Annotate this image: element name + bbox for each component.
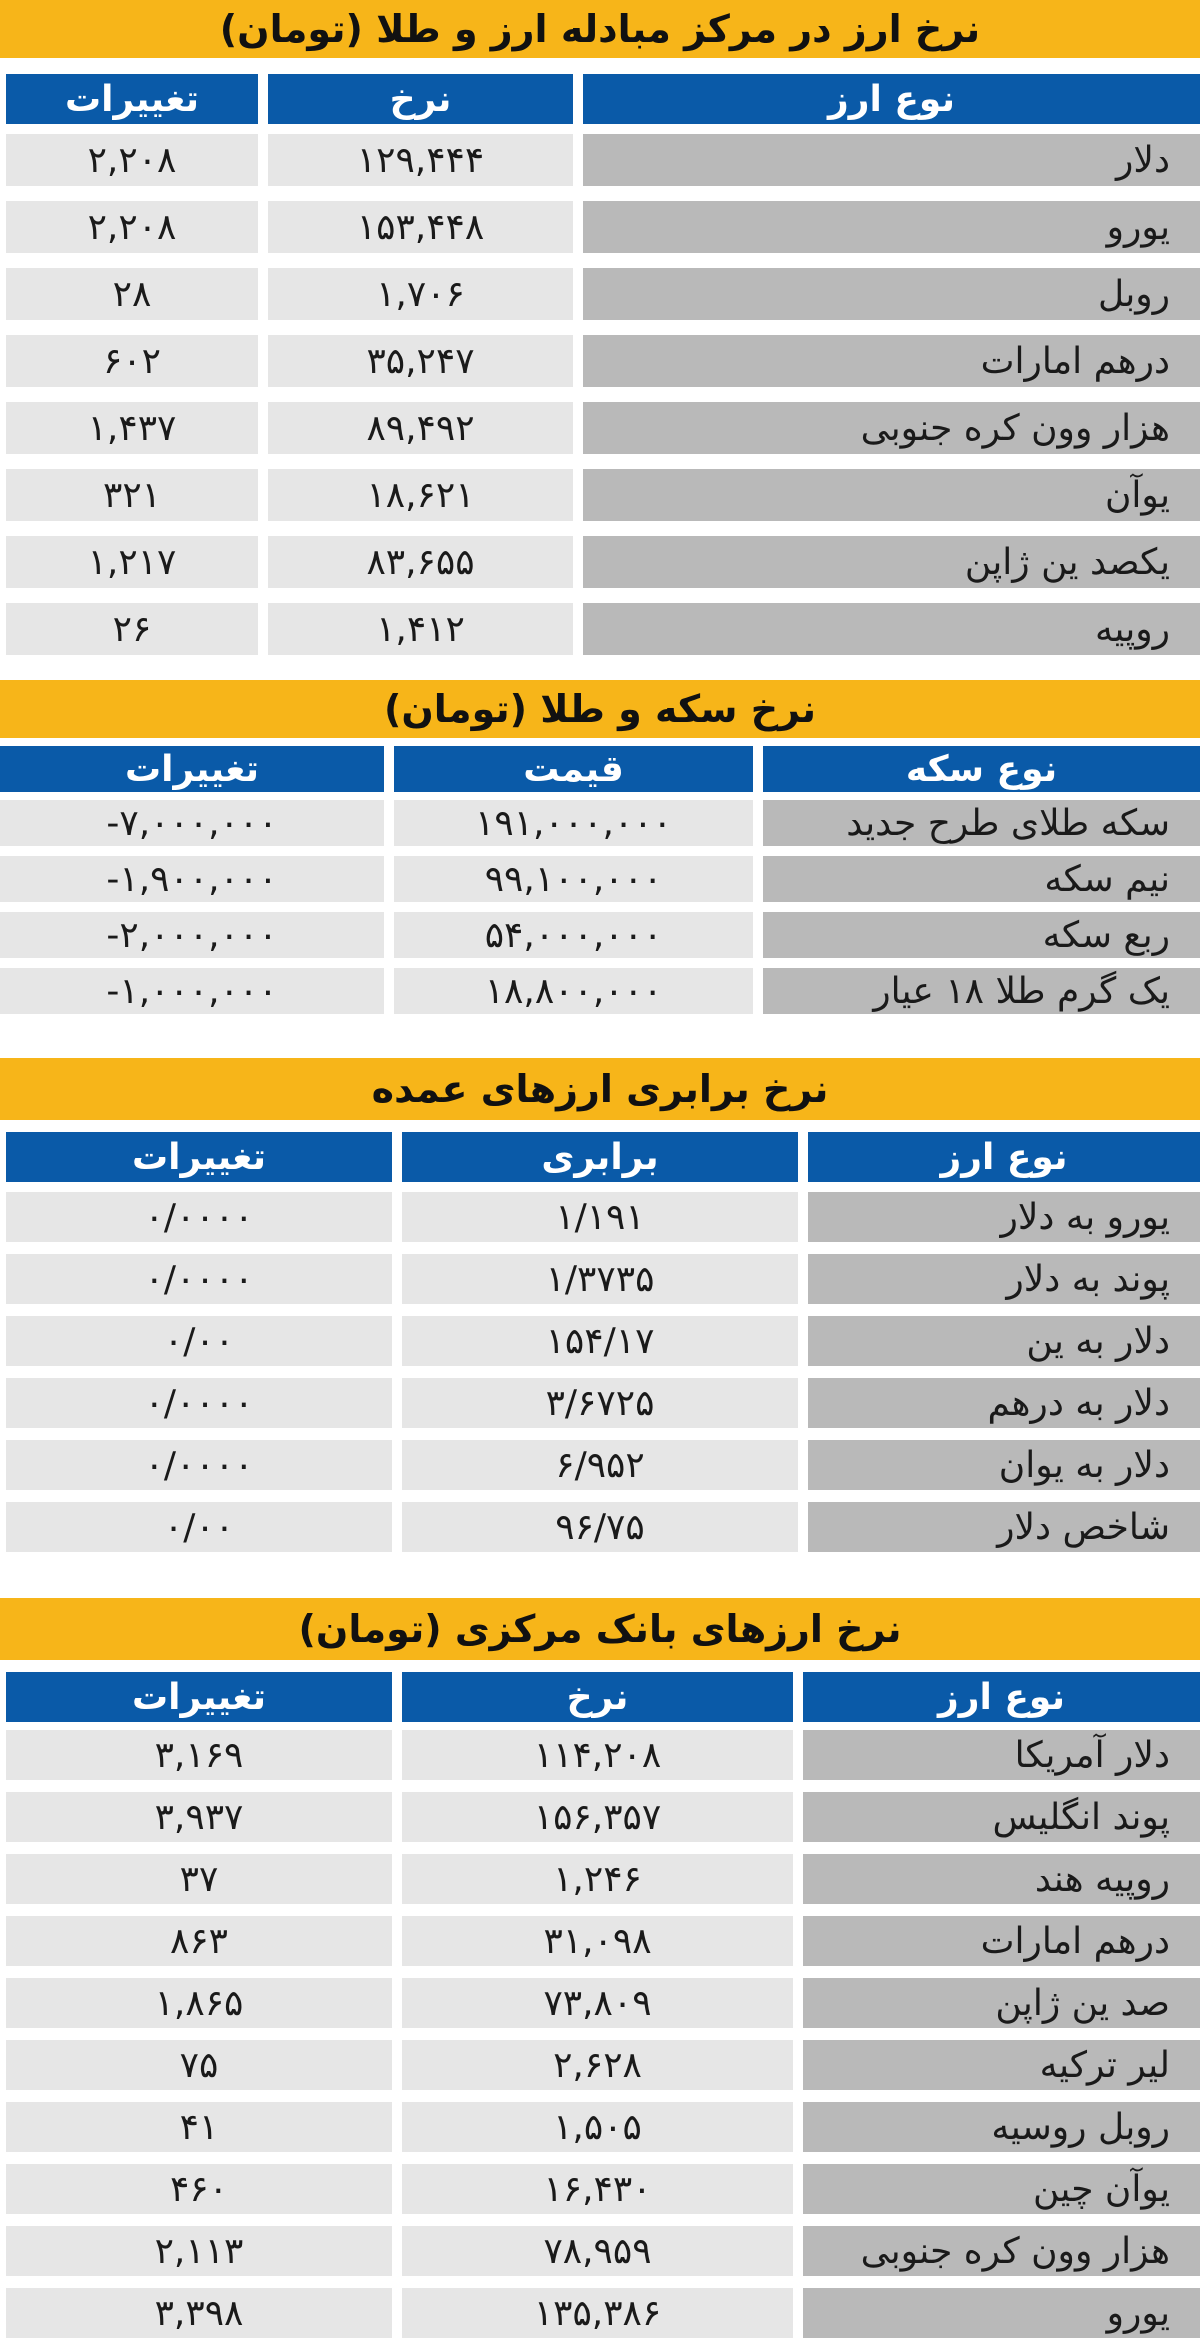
cell-value: ۷۸,۹۵۹ (402, 2226, 793, 2276)
table-row (0, 1730, 1200, 1780)
table-row (0, 1440, 1200, 1490)
cell-value: ۱,۷۰۶ (268, 268, 573, 320)
table-row (0, 1192, 1200, 1242)
cell-type: دلار (583, 134, 1200, 186)
table-row (0, 335, 1200, 387)
cell-change: ۳,۱۶۹ (6, 1730, 392, 1780)
cell-change: ۰/۰۰۰۰ (6, 1378, 392, 1428)
table-row (0, 134, 1200, 186)
cell-type: درهم امارات (803, 1916, 1200, 1966)
table-row (0, 402, 1200, 454)
section-1-header-rate: نرخ (268, 74, 573, 124)
cell-type: دلار آمریکا (803, 1730, 1200, 1780)
cell-change: ۲,۱۱۳ (6, 2226, 392, 2276)
cell-value: ۱,۴۱۲ (268, 603, 573, 655)
table-row (0, 469, 1200, 521)
table-row (0, 1254, 1200, 1304)
cell-change: ۴۱ (6, 2102, 392, 2152)
cell-value: ۲,۶۲۸ (402, 2040, 793, 2090)
section-1-title: نرخ ارز در مرکز مبادله ارز و طلا (تومان) (0, 0, 1200, 58)
cell-type: پوند به دلار (808, 1254, 1200, 1304)
table-row (0, 1978, 1200, 2028)
cell-type: صد ین ژاپن (803, 1978, 1200, 2028)
table-row (0, 968, 1200, 1014)
table-row (0, 201, 1200, 253)
cell-value: ۹۶/۷۵ (402, 1502, 798, 1552)
cell-type: درهم امارات (583, 335, 1200, 387)
section-4-header-change: تغییرات (6, 1672, 392, 1722)
table-row (0, 1854, 1200, 1904)
section-3-header-parity: برابری (402, 1132, 798, 1182)
cell-change: ۰/۰۰ (6, 1316, 392, 1366)
cell-value: ۱۸,۸۰۰,۰۰۰ (394, 968, 753, 1014)
cell-value: ۱۵۴/۱۷ (402, 1316, 798, 1366)
cell-change: ۰/۰۰ (6, 1502, 392, 1552)
table-row (0, 1792, 1200, 1842)
section-3-header-row (0, 1132, 1200, 1182)
section-3-header-change: تغییرات (6, 1132, 392, 1182)
cell-type: دلار به ین (808, 1316, 1200, 1366)
cell-change: ۴۶۰ (6, 2164, 392, 2214)
section-4-header-type: نوع ارز (803, 1672, 1200, 1722)
table-row (0, 2040, 1200, 2090)
cell-type: سکه طلای طرح جدید (763, 800, 1200, 846)
cell-value: ۵۴,۰۰۰,۰۰۰ (394, 912, 753, 958)
cell-type: یک گرم طلا ۱۸ عیار (763, 968, 1200, 1014)
cell-value: ۱۵۶,۳۵۷ (402, 1792, 793, 1842)
cell-value: ۸۳,۶۵۵ (268, 536, 573, 588)
section-3-title: نرخ برابری ارزهای عمده (0, 1058, 1200, 1120)
cell-type: هزار وون کره جنوبی (803, 2226, 1200, 2276)
section-2-header-type: نوع سکه (763, 746, 1200, 792)
cell-type: یورو به دلار (808, 1192, 1200, 1242)
cell-change: -۱,۹۰۰,۰۰۰ (0, 856, 384, 902)
cell-type: یورو (583, 201, 1200, 253)
cell-type: روپیه (583, 603, 1200, 655)
cell-value: ۱۳۵,۳۸۶ (402, 2288, 793, 2338)
table-row (0, 2288, 1200, 2338)
cell-value: ۳۵,۲۴۷ (268, 335, 573, 387)
cell-value: ۶/۹۵۲ (402, 1440, 798, 1490)
cell-change: ۸۶۳ (6, 1916, 392, 1966)
cell-type: ربع سکه (763, 912, 1200, 958)
table-row (0, 2102, 1200, 2152)
cell-change: ۶۰۲ (6, 335, 258, 387)
section-1-header-type: نوع ارز (583, 74, 1200, 124)
cell-change: ۲,۲۰۸ (6, 201, 258, 253)
table-row (0, 2164, 1200, 2214)
cell-change: ۱,۲۱۷ (6, 536, 258, 588)
cell-type: دلار به یوان (808, 1440, 1200, 1490)
cell-type: دلار به درهم (808, 1378, 1200, 1428)
cell-change: -۲,۰۰۰,۰۰۰ (0, 912, 384, 958)
section-2-header-row (0, 746, 1200, 792)
cell-change: ۷۵ (6, 2040, 392, 2090)
table-row (0, 856, 1200, 902)
section-2-header-price: قیمت (394, 746, 753, 792)
table-row (0, 1316, 1200, 1366)
table-row (0, 603, 1200, 655)
cell-value: ۱۶,۴۳۰ (402, 2164, 793, 2214)
cell-change: ۱,۴۳۷ (6, 402, 258, 454)
cell-value: ۱/۳۷۳۵ (402, 1254, 798, 1304)
cell-type: روبل روسیه (803, 2102, 1200, 2152)
cell-change: ۰/۰۰۰۰ (6, 1254, 392, 1304)
cell-value: ۱,۵۰۵ (402, 2102, 793, 2152)
section-2-header-change: تغییرات (0, 746, 384, 792)
section-4-title: نرخ ارزهای بانک مرکزی (تومان) (0, 1598, 1200, 1660)
cell-type: نیم سکه (763, 856, 1200, 902)
cell-change: ۰/۰۰۰۰ (6, 1192, 392, 1242)
section-1-header-row (0, 74, 1200, 124)
table-row (0, 1916, 1200, 1966)
cell-change: ۳,۹۳۷ (6, 1792, 392, 1842)
cell-type: روپیه هند (803, 1854, 1200, 1904)
cell-value: ۱/۱۹۱ (402, 1192, 798, 1242)
cell-change: ۳,۳۹۸ (6, 2288, 392, 2338)
cell-type: یوآن چین (803, 2164, 1200, 2214)
cell-change: ۲,۲۰۸ (6, 134, 258, 186)
cell-change: ۱,۸۶۵ (6, 1978, 392, 2028)
table-row (0, 1378, 1200, 1428)
cell-value: ۱۲۹,۴۴۴ (268, 134, 573, 186)
cell-value: ۱۵۳,۴۴۸ (268, 201, 573, 253)
table-row (0, 912, 1200, 958)
cell-change: -۷,۰۰۰,۰۰۰ (0, 800, 384, 846)
cell-type: هزار وون کره جنوبی (583, 402, 1200, 454)
cell-value: ۳۱,۰۹۸ (402, 1916, 793, 1966)
cell-type: یکصد ین ژاپن (583, 536, 1200, 588)
cell-value: ۹۹,۱۰۰,۰۰۰ (394, 856, 753, 902)
cell-value: ۱۸,۶۲۱ (268, 469, 573, 521)
table-row (0, 800, 1200, 846)
cell-value: ۸۹,۴۹۲ (268, 402, 573, 454)
cell-change: ۲۸ (6, 268, 258, 320)
cell-value: ۱۹۱,۰۰۰,۰۰۰ (394, 800, 753, 846)
cell-value: ۷۳,۸۰۹ (402, 1978, 793, 2028)
cell-change: ۳۲۱ (6, 469, 258, 521)
section-3-header-type: نوع ارز (808, 1132, 1200, 1182)
section-4-header-rate: نرخ (402, 1672, 793, 1722)
table-row (0, 536, 1200, 588)
cell-type: روبل (583, 268, 1200, 320)
cell-type: پوند انگلیس (803, 1792, 1200, 1842)
cell-type: لیر ترکیه (803, 2040, 1200, 2090)
cell-change: -۱,۰۰۰,۰۰۰ (0, 968, 384, 1014)
cell-value: ۳/۶۷۲۵ (402, 1378, 798, 1428)
table-row (0, 268, 1200, 320)
table-row (0, 2226, 1200, 2276)
cell-type: شاخص دلار (808, 1502, 1200, 1552)
cell-change: ۲۶ (6, 603, 258, 655)
cell-value: ۱,۲۴۶ (402, 1854, 793, 1904)
section-4-header-row (0, 1672, 1200, 1722)
cell-value: ۱۱۴,۲۰۸ (402, 1730, 793, 1780)
section-1-header-change: تغییرات (6, 74, 258, 124)
table-row (0, 1502, 1200, 1552)
cell-change: ۳۷ (6, 1854, 392, 1904)
cell-change: ۰/۰۰۰۰ (6, 1440, 392, 1490)
cell-type: یوآن (583, 469, 1200, 521)
section-2-title: نرخ سکه و طلا (تومان) (0, 680, 1200, 738)
cell-type: یورو (803, 2288, 1200, 2338)
